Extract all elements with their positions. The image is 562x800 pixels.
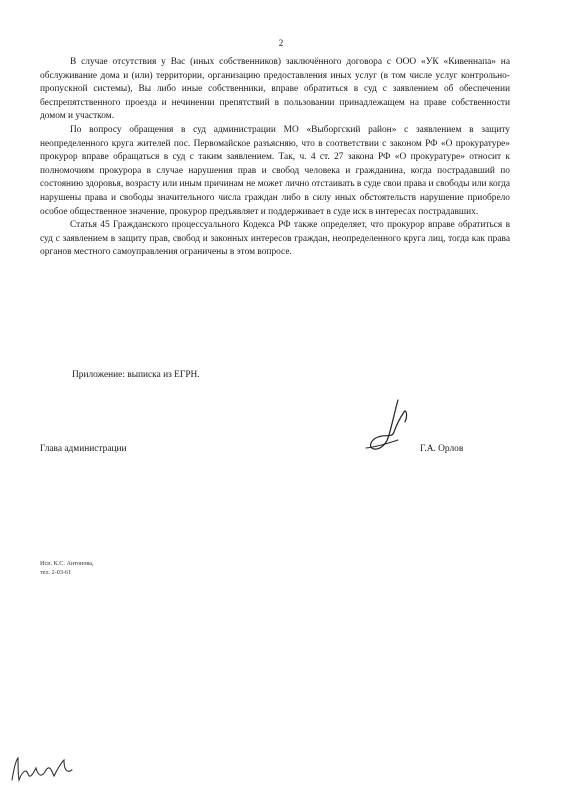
paragraph-civil-code: Статья 45 Гражданского процессуального Кодекса РФ также определяет, что прокурор вправе обратиться в суд с заявлением в защиту прав, свобод и законных интересов граждан, неопределенного круга лиц, тогда как права органов местного самоуправления ограничены в этом вопросе. (40, 220, 510, 258)
letter-body (40, 56, 510, 260)
signatory-name: Г.А. Орлов (420, 444, 464, 454)
executor-info (40, 559, 94, 577)
attachment-note: Приложение: выписка из ЕГРН. (72, 370, 200, 380)
paragraph-no-contract: В случае отсутствия у Вас (иных собственников) заключённого договора с ООО «УК «Кивеннапа» на обслуживание дома и (или) территории, организацию предоставления иных услуг (в том числе услуг контрольно-пропускной системы), Вы либо иные собственники, вправе обратиться в суд с заявлением об обеспечении беспрепятственного проезда и нечинении препятствий в пользовании принадлежащем на праве собственности домом и участком. (40, 57, 510, 122)
page-number: 2 (278, 38, 284, 48)
paragraph-court-appeal: По вопросу обращения в суд администрации МО «Выборгский район» с заявлением в защиту неопределенного круга жителей пос. Первомайское разъясняю, что в соответствии с законом РФ «О прокуратуре» прокурор вправе обращаться в суд с таким заявлением. Так, ч. 4 ст. 27 закона РФ «О прокуратуре» относит к полномочиям прокурора в случае нарушения прав и свобод человека и гражданина, когда пострадавший по состоянию здоровья, возрасту или иным причинам не может лично отстаивать в суде свои права и свободы или когда нарушены права и свободы значительного числа граждан либо в силу иных обстоятельств нарушение приобрело особое общественное значение, прокурор предъявляет и поддерживает в суде иск в интересах пострадавших. (40, 124, 510, 217)
signatory-title: Глава администрации (40, 444, 127, 454)
handwritten-signature (358, 392, 418, 462)
executor-phone: тел. 2-03-61 (40, 569, 72, 576)
margin-handwritten-mark (6, 750, 82, 790)
executor-name: Исп. К.С. Антонова, (40, 560, 94, 567)
